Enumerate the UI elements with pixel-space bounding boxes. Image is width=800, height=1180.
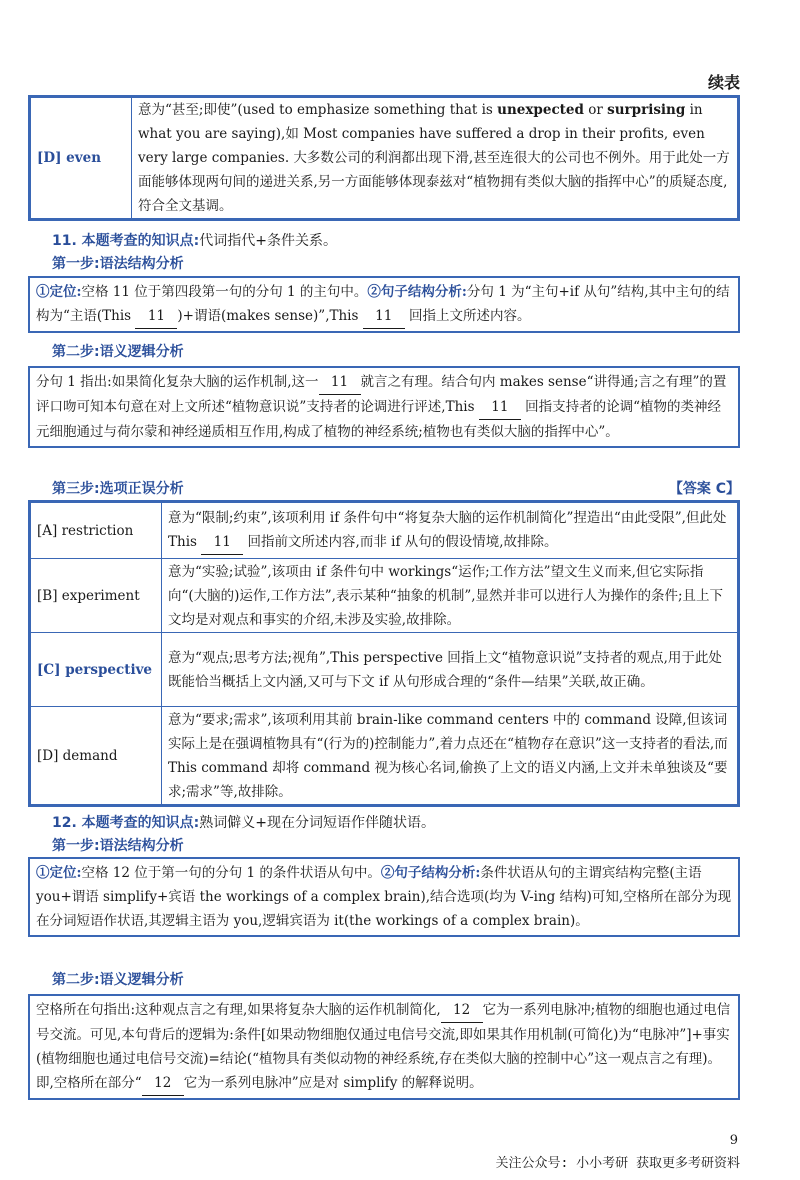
q11-answer: 【答案 C】 <box>668 481 740 497</box>
q11-step1-text: ①定位:空格 11 位于第四段第一句的分句 1 的主句中。②句子结构分析:分句 1 为“主句+if 从句”结构,其中主句的结构为“主语(This 11 )+谓语(makes sense)”,This 11 回指上文所述内容。 <box>30 278 738 331</box>
q12-title: 12. 本题考查的知识点:熟词僻义+现在分词短语作伴随状语。 <box>52 815 436 831</box>
option-row-d <box>31 707 738 805</box>
option-label: [D] even <box>31 98 132 219</box>
option-label: [B] experiment <box>31 559 162 633</box>
q11-step1-heading: 第一步:语法结构分析 <box>52 256 184 272</box>
q11-title: 11. 本题考查的知识点:代词指代+条件关系。 <box>52 233 338 249</box>
option-explanation: 意为“限制;约束”,该项利用 if 条件句中“将复杂大脑的运作机制简化”捏造出“由此受限”,但此处 This 11 回指前文所述内容,而非 if 从句的假设情境,故排除。 <box>162 503 738 559</box>
option-label: [C] perspective <box>31 633 162 707</box>
option-explanation: 意为“观点;思考方法;视角”,This perspective 回指上文“植物意识说”支持者的观点,用于此处既能恰当概括上文内涵,又可与下文 if 从句形成合理的“条件—结果”关联,故正确。 <box>162 633 738 707</box>
q12-step1-heading: 第一步:语法结构分析 <box>52 838 184 854</box>
q11-step2-box <box>28 366 740 448</box>
option-label: [A] restriction <box>31 503 162 559</box>
option-explanation: 意为“甚至;即使”(used to emphasize something that is unexpected or surprising in what you are saying),如 Most companies have suffered a drop in their profits, even very large companies. 大多数公司的利润都出现下滑,甚至连很大的公司也不例外。用于此处一方面能够体现两句间的递进关系,另一方面能够体现泰兹对“植物拥有类似大脑的指挥中心”的质疑态度,符合全文基调。 <box>132 98 738 219</box>
option-explanation: 意为“实验;试验”,该项由 if 条件句中 workings“运作;工作方法”望文生义而来,但它实际指向“(大脑的)运作,工作方法”,表示某种“抽象的机制”,显然并非可以进行人为操作的条件;且上下文均是对观点和事实的介绍,未涉及实验,故排除。 <box>162 559 738 633</box>
option-row-b <box>31 559 738 633</box>
q11-step2-heading: 第二步:语义逻辑分析 <box>52 344 184 360</box>
q11-step1-box <box>28 276 740 333</box>
q12-step1-box <box>28 857 740 937</box>
option-explanation: 意为“要求;需求”,该项利用其前 brain-like command centers 中的 command 设障,但该词实际上是在强调植物具有“(行为的)控制能力”,着力点还在“植物存在意识”这一支持者的看法,而 This command 却将 command 视为核心名词,偷换了上文的语义内涵,上文并未单独谈及“要求;需求”等,故排除。 <box>162 707 738 805</box>
q12-step2-box <box>28 994 740 1100</box>
q11-options-table <box>28 500 740 807</box>
option-d-even-table <box>28 95 740 221</box>
page <box>28 0 740 1180</box>
q12-step2-heading: 第二步:语义逻辑分析 <box>52 972 184 988</box>
footer-note: 关注公众号: 小小考研 获取更多考研资料 <box>495 1156 740 1171</box>
option-row-c <box>31 633 738 707</box>
q12-step2-text: 空格所在句指出:这种观点言之有理,如果将复杂大脑的运作机制简化, 12 它为一系列电脉冲;植物的细胞也通过电信号交流。可见,本句背后的逻辑为:条件[如果动物细胞仅通过电信号交流,即如果其作用机制(可简化)为“电脉冲”]+事实(植物细胞也通过电信号交流)=结论(“植物具有类似动物的神经系统,存在类似大脑的控制中心”这一观点言之有理)。即,空格所在部分“ 12 它为一系列电脉冲”应是对 simplify 的解释说明。 <box>30 996 738 1098</box>
option-row-a <box>31 503 738 559</box>
continued-label: 续表 <box>707 73 740 92</box>
option-label: [D] demand <box>31 707 162 805</box>
q12-step1-text: ①定位:空格 12 位于第一句的分句 1 的条件状语从句中。②句子结构分析:条件状语从句的主谓宾结构完整(主语 you+谓语 simplify+宾语 the workings of a complex brain),结合选项(均为 V-ing 结构)可知,空格所在部分为现在分词短语作状语,其逻辑主语为 you,逻辑宾语为 it(the workings of a complex brain)。 <box>36 865 732 929</box>
q11-step3-heading: 第三步:选项正误分析 <box>52 481 184 497</box>
page-number: 9 <box>729 1133 738 1148</box>
q11-step2-text: 分句 1 指出:如果简化复杂大脑的运作机制,这一 11 就言之有理。结合句内 makes sense“讲得通;言之有理”的置评口吻可知本句意在对上文所述“植物意识说”支持者的论调进行评述,This 11 回指支持者的论调“植物的类神经元细胞通过与荷尔蒙和神经递质相互作用,构成了植物的神经系统;植物也有类似大脑的指挥中心”。 <box>30 368 738 446</box>
